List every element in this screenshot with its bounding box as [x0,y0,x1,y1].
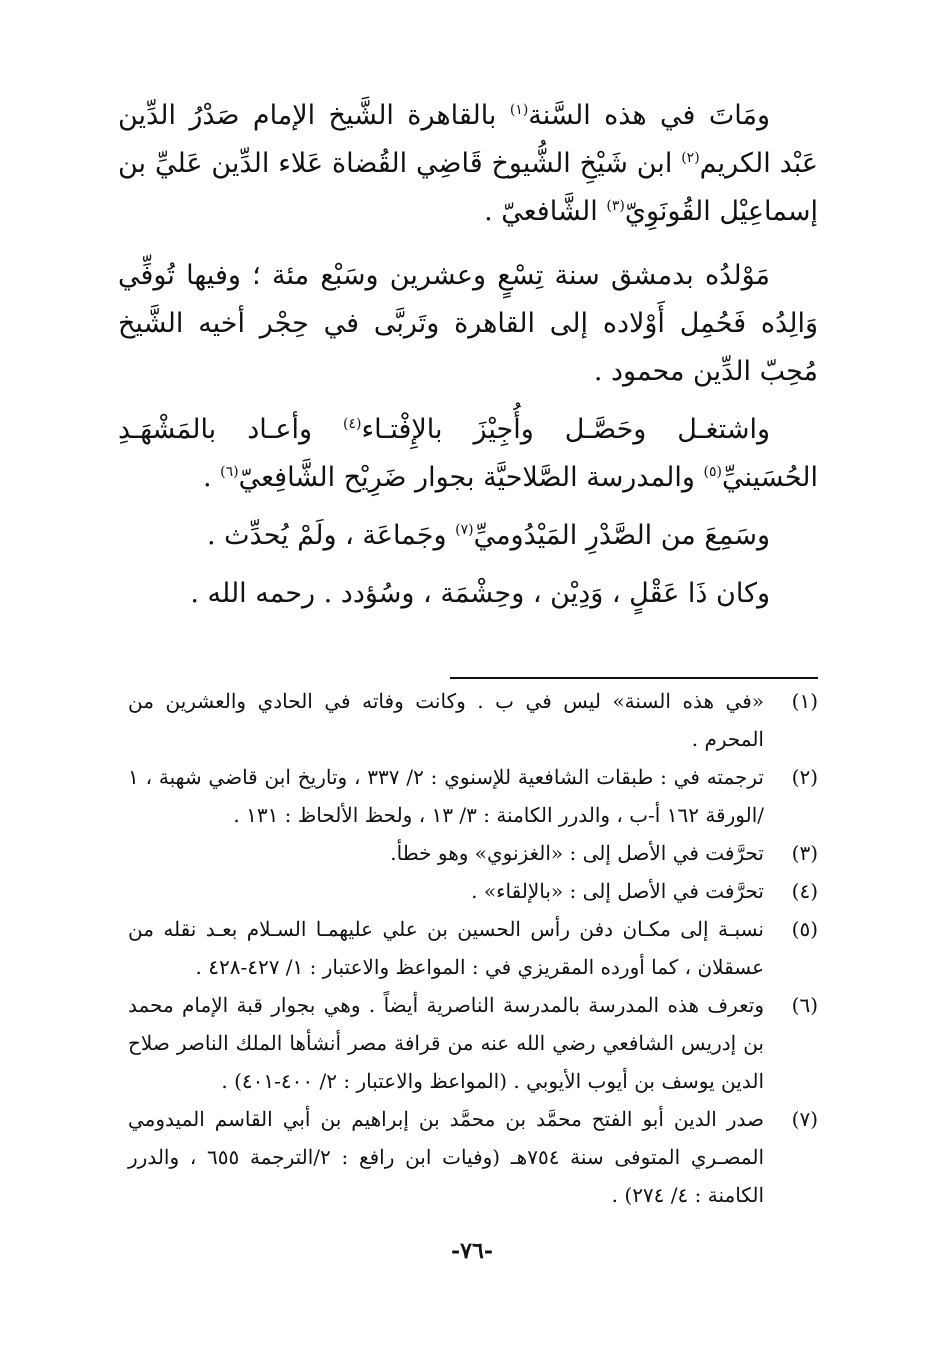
text-span: وجَماعَة ، ولَمْ يُحدِّث . [206,520,456,551]
footnote-text: صدر الدين أبو الفتح محمَّد بن محمَّد بن إبراهيم بن أبي القاسم الميدومي المصـري المتوفى سنة ٧٥٤هـ (وفيات ابن رافع : ٢/الترجمة ٦٥٥ ، والدرر الكامنة : ٤/ ٢٧٤) . [128,1107,764,1207]
footnote-text: تحرَّفت في الأصل إلى : «بالإلقاء» . [471,879,764,903]
text-span: والمدرسة الصَّلاحيَّة بجوار ضَرِيْح الشَّافِعيّ [238,462,704,493]
footnote-item [128,758,818,834]
paragraph-death [118,92,818,236]
footnote-number: (٧) [791,1107,818,1131]
footnote-number: (٤) [791,879,818,903]
footnote-item [128,682,818,758]
footnote-number: (٦) [791,993,818,1017]
footnote-item [128,986,818,1100]
footnote-ref-4[interactable]: (٤) [343,416,362,432]
footnote-item [128,834,818,872]
footnote-text: «في هذه السنة» ليس في ب . وكانت وفاته في الحادي والعشرين من المحرم . [128,689,764,751]
footnote-divider [450,677,818,679]
page-number: -٧٦- [451,1238,493,1264]
main-text [118,92,818,618]
text-span: وأعـاد بالمَشْهَـدِ الحُسَينيِّ [118,414,818,493]
footnote-ref-6[interactable]: (٦) [220,464,239,480]
footnote-text: وتعرف هذه المدرسة بالمدرسة الناصرية أيضاً . وهي بجوار قبة الإمام محمد بن إدريس الشافعي رضي الله عنه من قرافة مصر أنشأها الملك الناصر صلاح الدين يوسف بن أيوب الأيوبي . (المواعظ والاعتبار : ٢/ ٤٠٠-٤٠١) . [128,993,764,1093]
footnote-number: (٥) [791,917,818,941]
paragraph-career [118,406,818,502]
footnote-ref-7[interactable]: (٧) [455,522,474,538]
text-span: ومَاتَ في هذه السَّنة [528,100,770,131]
footnote-text: نسبـة إلى مكـان دفن رأس الحسين بن علي عليهمـا السـلام بعـد نقله من عسقلان ، كما أورده المقريزي في : المواعظ والاعتبار : ١/ ٤٢٧-٤٢٨ . [128,917,764,979]
footnote-item [128,872,818,910]
text-span: واشتغـل وحَصَّـل وأُجِيْزَ بالإِفْتـاء [361,414,770,445]
footnote-ref-2[interactable]: (٢) [681,150,700,166]
footnote-number: (٢) [791,765,818,789]
footnote-ref-1[interactable]: (١) [509,102,529,118]
text-span: ابن شَيْخِ الشُّيوخ قَاضِي القُضاة عَلاء الدِّين عَليِّ بن إسماعِيْل القُونَوِيّ [118,148,818,227]
paragraph-birth: مَوْلدُه بدمشق سنة تِسْعٍ وعشرين وسَبْع مئة ؛ وفيها تُوفِّي وَالِدُه فَحُمِل أَوْلاده إلى القاهرة وتَربَّى في حِجْر أخيه الشَّيخ مُحِبّ الدِّين محمود . [118,260,818,387]
footnote-item [128,910,818,986]
paragraph-character: وكان ذَا عَقْلٍ ، وَدِيْن ، وحِشْمَة ، وسُؤدد . رحمه الله . [190,578,770,609]
footnote-text: تحرَّفت في الأصل إلى : «الغزنوي» وهو خطأ. [390,841,764,865]
text-span: . [203,462,221,493]
footnote-ref-3[interactable]: (٣) [606,198,625,214]
footnote-ref-5[interactable]: (٥) [703,464,722,480]
text-span: الشَّافعيّ . [484,196,607,227]
footnote-text: ترجمته في : طبقات الشافعية للإسنوي : ٢/ ٣٣٧ ، وتاريخ ابن قاضي شهبة ، ١ /الورقة ١٦٢ أ-ب ، والدرر الكامنة : ٣/ ١٣ ، ولحظ الألحاظ : ١٣١ . [128,765,764,827]
text-span: بالقاهرة الشَّيخ الإمام صَدْرُ الدِّين عَبْد الكريم [118,100,818,179]
footnote-item [128,1100,818,1214]
paragraph-hearing [118,512,818,560]
footnote-number: (١) [791,689,818,713]
text-span: وسَمِعَ من الصَّدْرِ المَيْدُوميِّ [473,520,770,551]
footnotes-section [128,682,818,1214]
footnote-number: (٣) [791,841,818,865]
